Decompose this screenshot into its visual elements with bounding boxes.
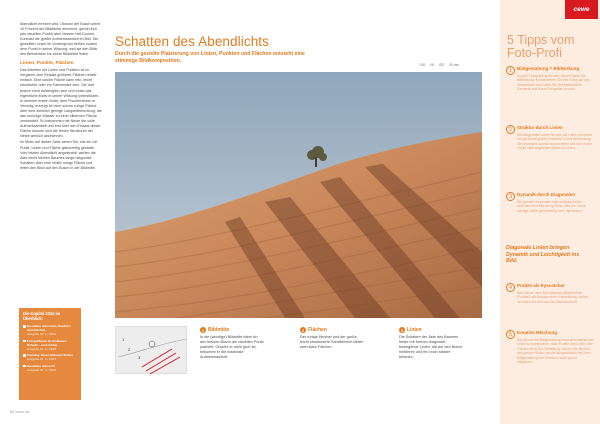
tip-heading: Kreative Mischung (517, 330, 558, 335)
svg-text:2: 2 (128, 347, 131, 352)
chapter-item-issue: Ausgabe Nr. 1 / 2024 (27, 332, 57, 336)
article-headline: Schatten des Abendlichts (115, 34, 270, 49)
chapter-item (23, 339, 77, 351)
caption-number-badge: 2 (301, 327, 305, 333)
tip-text: Sehr kleine, aber klar erkannte Bildelemente (Punkte), wie Beispiel einen Farbwirkung, ziehen den Blick auf sich und den Bildausschnitt. (517, 290, 589, 304)
chapter-item-issue: Ausgabe Nr. 4 / 2024 (27, 367, 57, 372)
caption-1 (200, 327, 264, 360)
svg-text:3: 3 (138, 355, 141, 360)
chapter-item-title: Gestalten mit Licht (27, 363, 55, 368)
tip-heading: Bildgestaltung = Bildwirkung (517, 66, 580, 71)
desert-dune-photo (115, 72, 482, 318)
article-subline: Durch die gezielte Platzierung von Linien, Punkten und Flächen entsteht eine stimmige Bildkomposition. (115, 51, 305, 64)
caption-title: Linien (407, 327, 422, 333)
tips-title: 5 Tipps vom Foto-Profi (507, 33, 575, 60)
body-paragraph: Im Motiv auf dieser Seite sehen Sie, wie ich mit Punkt, Linien und Fläche gleichzeitig gestalte. Vom letzten Abendlicht angestrahlt, werfen die Äste eines kleinen Baumes lange diagonale Schatten über eine relativ ruhige Fläche und leiten den Blick auf den Busch in der Bildmitte. (20, 140, 98, 170)
body-paragraph: Abendlicht erreicht wird. Obwohl der Busch keine 10 Prozent der Bildfläche einnimmt, gehört ihm (als visuellen Punkt) aber dessen hell-Dunkel-Kontrast die größte Aufmerksamkeit im Bild. Die gewellten Linien im Vordergrund heißen zudem dem Punkt in seiner Wirkung, weil sie den Blick des Betrachters ins obere Bilddrittel leiten. (20, 22, 101, 57)
pull-quote: Diagonale Linien bringen Dynamik und Leichtigkeit ins Bild. (506, 245, 580, 265)
tip-number: 1 (506, 66, 515, 75)
tip-2 (506, 125, 594, 151)
chapter-overview-title: Die Kapitel 2024 im Überblick: (23, 311, 61, 321)
body-paragraph: Das Arbeiten mit Linien und Punkten ist im Vergleich zum Einsatz größerer Flächen relativ einfach. Eine solche Fläche kann rein, leicht strukturiert oder ein Farbverlauf sein. Sie darf jedoch nicht aufdringlich sein und muss das eigentliche Motiv in seiner Wirkung unterstützen. In meinem ersten Motiv, dem Fischernetzen in Venedig, erzeugt ich eine solche ruhige Fläche über eine ziemlich geringe Langzeitbelichtung, die das unruhige Wasser zu einer silbernen Fläche verwandelt. So bekommen die Netze die volle Aufmerksamkeit und erst über den Einsatz dieser Fläche können sich die feinen Strukturen der Netze wirklich abzeichnen. (20, 68, 102, 138)
caption-title: Flächen (308, 327, 327, 333)
svg-text:1: 1 (122, 337, 125, 342)
tip-5 (506, 330, 594, 365)
tip-heading: Dynamik durch Diagonalen (517, 192, 576, 197)
caption-title: Bildmitte (208, 327, 230, 333)
composition-diagram-thumbnail (115, 326, 187, 374)
page-folio-left: 62 cewe.de (10, 410, 30, 414)
tip-text: In jeder Fotografie spürt man, durch Fläche die Bildwirkung. Konzentrieren Sie Ihre Fotos auf das Wesentliche und halten Sie Nebensächliche Elemente aus Ihrem Fotografen heraus. (517, 73, 590, 92)
caption-text: Die Schatten der Äste des Baumes hinter mir formen diagonale, bewegende Linien, die auf den Busch hinführen und ihn noch stärker betonen. (399, 335, 463, 359)
chapter-item-issue: Ausgabe Nr. 3 / 2024 (27, 357, 57, 361)
chapter-item-title: Gestalten mit Linien, Punkten und Flächen (27, 324, 71, 332)
tip-number: 3 (506, 192, 515, 201)
tip-1 (506, 66, 594, 92)
tip-text: Die Bildgestaltet sollte Sie sich mit Linien schreiben und gleichzeitig sehr umsetzen in Ihre Anwendung, die besonders schnell anzunehmen und sich in den rechts nach angeleitete Bilder zu Linien. (517, 132, 593, 151)
tip-heading: Punkte als Eyecatcher (517, 283, 565, 288)
chapter-item-title: Framing: Einen Rahmen finden (27, 353, 73, 357)
caption-2 (300, 327, 364, 350)
exif-value: f/8 (430, 63, 434, 67)
caption-3 (399, 327, 463, 360)
section-heading: Linien, Punkte, Flächen (20, 61, 74, 67)
tip-3 (506, 192, 594, 213)
composition-sketch (116, 327, 188, 375)
tip-4 (506, 283, 594, 304)
caption-text: In die (wichtige) Bildmitte habe ich den kleinen Busch als visuellen Punkt platziert. Obwohl er nicht groß ist, bekommt er die maximale Aufmerksamkeit. (200, 335, 264, 359)
exif-value: ISO (438, 63, 445, 67)
tip-heading: Struktur durch Linien (517, 125, 563, 130)
chapter-item-issue: Ausgabe Nr. 2 / 2024 (27, 346, 57, 351)
chapter-item (23, 364, 77, 372)
chapter-item (23, 353, 77, 361)
cewe-logo[interactable]: cewe (565, 0, 598, 19)
chapter-overview-box (19, 308, 81, 400)
tip-number: 2 (506, 125, 515, 134)
left-text-column (20, 22, 102, 172)
chapter-item-title: Fotografieren im Goldenen Schnitt – und richtig (27, 338, 67, 347)
tip-number: 5 (506, 330, 515, 339)
chapter-item (23, 324, 77, 336)
exif-value: 1/30 (419, 63, 426, 67)
caption-number-badge: 3 (400, 327, 404, 333)
caption-number-badge: 1 (201, 327, 205, 333)
tip-number: 4 (506, 283, 515, 292)
tip-text: Nur gerade Horizontale oder vertikale Linien verleihen dem Bild wenig Ruhe. Hier-ein, leicht schräge, dafür gleichmäßig, sehr dynamisch. (517, 199, 586, 213)
caption-text: Der ruhige Himmel und der große, leicht strukturierte Sandbereich bilden zwei klare Flächen. (300, 335, 364, 349)
tip-text: Sie können die Bildgestaltung besonders setzen und Linien so kombinieren, dass Punkte und Linien oder Flächen sie in der Gestaltung, nutzen Sie als Kern des ganzen Bildes, um die ausgewählten bei Ihren Bildgestaltung ihre Elemente auch gut zu integrieren. (517, 337, 594, 365)
photo-exif-meta (418, 63, 460, 67)
desert-dune-illustration (115, 72, 482, 318)
exif-value: 50 mm (449, 63, 460, 67)
